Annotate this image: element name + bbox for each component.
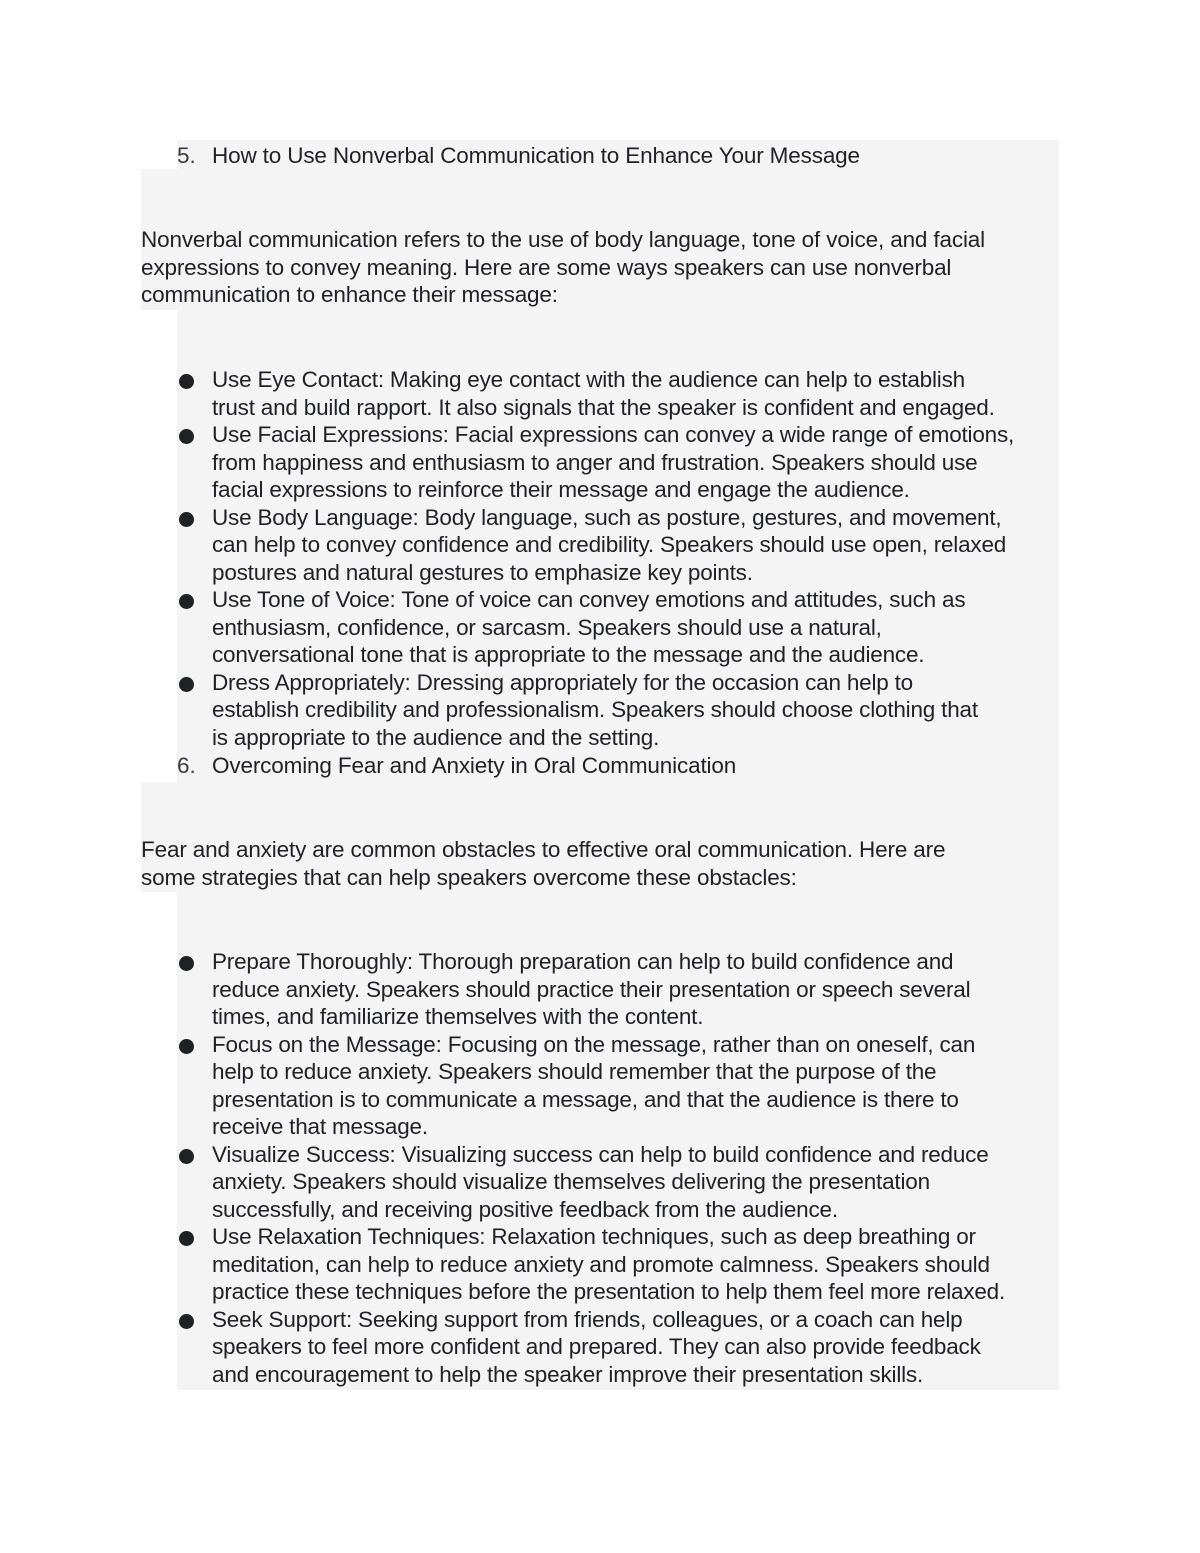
list-item: [177, 504, 1077, 587]
section6-intro-line: some strategies that can help speakers overcome these obstacles:: [141, 864, 797, 890]
bullet-dot-icon: [179, 429, 194, 444]
section6-title: Overcoming Fear and Anxiety in Oral Communication: [212, 753, 737, 778]
bullet-line: successfully, and receiving positive feedback from the audience.: [212, 1196, 838, 1222]
bullet-line: and encouragement to help the speaker improve their presentation skills.: [212, 1361, 924, 1387]
bullet-dot-icon: [179, 594, 194, 609]
bullet-dot-icon: [179, 677, 194, 692]
section5-intro-line: Nonverbal communication refers to the use of body language, tone of voice, and facial: [141, 227, 986, 252]
bullet-line: Focus on the Message: Focusing on the message, rather than on oneself, can: [212, 1031, 976, 1057]
list-item: [177, 1306, 1077, 1389]
list-item: [177, 366, 1077, 421]
bullet-line: Use Tone of Voice: Tone of voice can convey emotions and attitudes, such as: [212, 587, 966, 612]
bullet-dot-icon: [179, 1039, 194, 1054]
bullet-dot-icon: [179, 512, 194, 527]
bullet-line: presentation is to communicate a message, and that the audience is there to: [212, 1086, 959, 1112]
bullet-line: Use Relaxation Techniques: Relaxation techniques, such as deep breathing or: [212, 1224, 976, 1249]
section6-number: 6.: [177, 753, 196, 778]
bullet-line: practice these techniques before the presentation to help them feel more relaxed.: [212, 1279, 1006, 1304]
bullet-dot-icon: [179, 1231, 194, 1246]
bullet-line: Use Eye Contact: Making eye contact with the audience can help to establish: [212, 367, 965, 392]
bullet-line: Visualize Success: Visualizing success can help to build confidence and reduce: [212, 1141, 989, 1167]
bullet-line: conversational tone that is appropriate to the message and the audience.: [212, 642, 925, 667]
section5-number: 5.: [177, 143, 196, 168]
bullet-line: anxiety. Speakers should visualize themselves delivering the presentation: [212, 1169, 930, 1194]
section5-intro: [141, 226, 1071, 309]
list-item: [177, 1031, 1077, 1141]
bullet-line: help to reduce anxiety. Speakers should remember that the purpose of the: [212, 1059, 937, 1084]
section6-intro: [141, 836, 1071, 891]
bullet-line: Seek Support: Seeking support from friends, colleagues, or a coach can help: [212, 1306, 963, 1332]
bullet-dot-icon: [179, 956, 194, 971]
list-item: [177, 1141, 1077, 1224]
list-item: [177, 1223, 1077, 1306]
list-item: [177, 948, 1077, 1031]
bullet-line: Use Body Language: Body language, such as posture, gestures, and movement,: [212, 504, 1002, 530]
bullet-line: postures and natural gestures to emphasize key points.: [212, 559, 753, 585]
bullet-line: Use Facial Expressions: Facial expressions can convey a wide range of emotions,: [212, 422, 1015, 447]
bullet-line: reduce anxiety. Speakers should practice their presentation or speech several: [212, 976, 971, 1002]
bullet-dot-icon: [179, 374, 194, 389]
section5-intro-line: expressions to convey meaning. Here are some ways speakers can use nonverbal: [141, 254, 952, 280]
bullet-line: establish credibility and professionalism. Speakers should choose clothing that: [212, 697, 978, 722]
section5-title: How to Use Nonverbal Communication to Enhance Your Message: [212, 143, 860, 168]
bullet-line: facial expressions to reinforce their message and engage the audience.: [212, 477, 910, 502]
bullet-line: from happiness and enthusiasm to anger and frustration. Speakers should use: [212, 449, 978, 475]
bullet-line: Dress Appropriately: Dressing appropriately for the occasion can help to: [212, 669, 913, 695]
bullet-line: times, and familiarize themselves with the content.: [212, 1004, 704, 1029]
section5-bullet-list: [177, 366, 1077, 751]
section5-intro-line: communication to enhance their message:: [141, 282, 558, 307]
bullet-line: trust and build rapport. It also signals that the speaker is confident and engaged.: [212, 394, 995, 420]
list-item: [177, 669, 1077, 752]
bullet-line: enthusiasm, confidence, or sarcasm. Speakers should use a natural,: [212, 614, 882, 640]
bullet-dot-icon: [179, 1149, 194, 1164]
bullet-line: can help to convey confidence and credibility. Speakers should use open, relaxed: [212, 532, 1007, 557]
bullet-line: Prepare Thoroughly: Thorough preparation can help to build confidence and: [212, 949, 954, 974]
section6-intro-line: Fear and anxiety are common obstacles to effective oral communication. Here are: [141, 837, 946, 862]
bullet-line: receive that message.: [212, 1114, 428, 1139]
bullet-line: meditation, can help to reduce anxiety and promote calmness. Speakers should: [212, 1251, 990, 1277]
bullet-line: is appropriate to the audience and the setting.: [212, 724, 660, 750]
bullet-dot-icon: [179, 1314, 194, 1329]
list-item: [177, 586, 1077, 669]
section6-bullet-list: [177, 948, 1077, 1388]
bullet-line: speakers to feel more confident and prepared. They can also provide feedback: [212, 1334, 981, 1359]
list-item: [177, 421, 1077, 504]
